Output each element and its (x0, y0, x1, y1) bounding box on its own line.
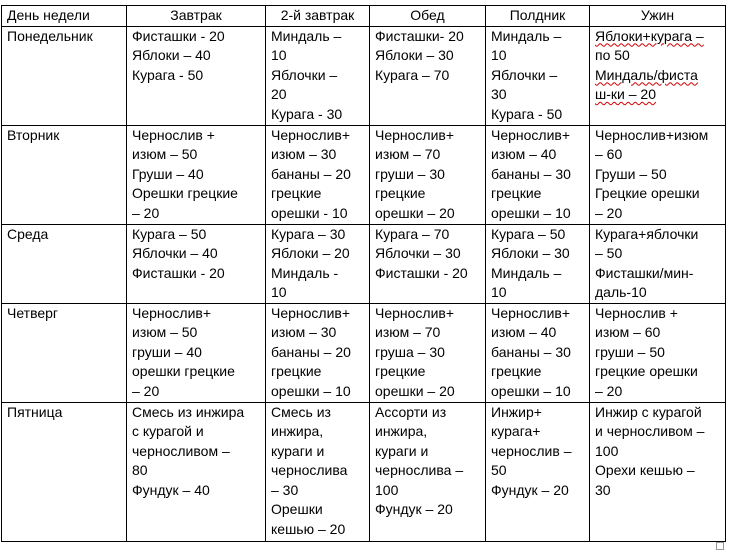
cell-line: 50 (491, 462, 507, 478)
cell-line: изюм – 70 (375, 146, 441, 162)
meal-cell-lunch (370, 402, 486, 541)
cell-line: Чернослив+ (491, 126, 571, 143)
cell-line: Фисташки- 20 (375, 27, 464, 44)
table-resize-handle[interactable] (716, 542, 724, 550)
cell-line: изюм – 40 (491, 324, 557, 340)
meal-plan-table (1, 5, 726, 542)
cell-line: изюм – 30 (271, 324, 337, 340)
cell-line: Фисташки - 20 (375, 264, 468, 281)
meal-cell-breakfast (127, 125, 266, 224)
cell-line: Курага – 70 (375, 66, 450, 83)
cell-line (595, 85, 725, 105)
meal-cell-second-breakfast (266, 402, 370, 541)
cell-line: грецкие (375, 363, 426, 379)
cell-line: орешки – 10 (491, 204, 571, 221)
meal-cell-dinner (590, 303, 726, 402)
cell-line: Смесь из инжира (132, 403, 245, 420)
cell-line: кураги и (271, 442, 325, 459)
cell-line: грецкие (491, 185, 542, 201)
meal-cell-snack (486, 303, 590, 402)
cell-line: Яблоки – 20 (271, 245, 350, 261)
cell-line: 20 (271, 86, 287, 102)
day-cell (2, 26, 127, 125)
meal-cell-snack (486, 402, 590, 541)
table-row-tuesday (2, 125, 726, 224)
cell-line: изюм – 60 (595, 324, 661, 340)
meal-cell-lunch (370, 26, 486, 125)
cell-line: грецкие (375, 185, 426, 201)
cell-line: бананы – 30 (491, 165, 571, 182)
cell-line: с курагой и (132, 423, 204, 439)
day-cell (2, 402, 127, 541)
cell-line: 10 (491, 284, 507, 300)
cell-line-spellcheck: Миндаль/фиста (595, 66, 698, 83)
cell-line: 10 (491, 47, 507, 63)
cell-line: Чернослив + (132, 126, 215, 143)
cell-line: Яблочки – 40 (132, 245, 218, 261)
cell-line-spellcheck: Яблоки+курага – (595, 27, 704, 44)
cell-line: Груши – 40 (132, 165, 204, 182)
cell-line: Чернослив+ (271, 304, 351, 321)
cell-line: Яблочки – 30 (375, 245, 461, 261)
cell-line: Курага – 70 (375, 225, 450, 242)
cell-line: Яблоки – 30 (491, 245, 570, 261)
cell-line: Миндаль - (271, 264, 339, 281)
meal-cell-snack (486, 125, 590, 224)
cell-line: изюм – 70 (375, 324, 441, 340)
cell-line: грецкие орешки (595, 363, 698, 379)
cell-line: груши – 30 (375, 165, 445, 182)
day-label: Вторник (7, 126, 60, 143)
cell-line: чернослив – (491, 442, 572, 459)
cell-line: черносливом – (132, 442, 230, 459)
meal-cell-dinner (590, 26, 726, 125)
cell-line: 100 (595, 442, 619, 459)
cell-line: бананы – 20 (271, 165, 351, 182)
cell-line: Курага – 50 (132, 225, 207, 242)
cell-line: Чернослив+ (491, 304, 571, 321)
cell-line: Грецкие орешки (595, 185, 700, 201)
cell-line: Миндаль – (271, 27, 342, 44)
cell-line: Яблоки – 40 (132, 47, 211, 63)
cell-line: курага+ (491, 423, 541, 439)
header-day: День недели (2, 6, 127, 27)
cell-line: – 30 (271, 481, 299, 498)
cell-line: орешки грецкие (132, 363, 235, 379)
cell-line: – 50 (595, 245, 623, 261)
table-row-friday (2, 402, 726, 541)
cell-line: 30 (491, 86, 507, 102)
day-cell (2, 224, 127, 303)
cell-line: изюм – 40 (491, 146, 557, 162)
meal-cell-breakfast (127, 402, 266, 541)
cell-line: даль-10 (595, 284, 647, 300)
cell-line: инжира, (375, 423, 428, 439)
cell-line: Яблочки – (491, 66, 558, 83)
cell-line: – 60 (595, 146, 623, 162)
cell-line: грецкие (271, 185, 322, 201)
cell-line: Чернослив+ (271, 126, 351, 143)
cell-line: Яблоки – 30 (375, 47, 454, 63)
cell-line: Чернослив+ (132, 304, 212, 321)
cell-line: Фундук – 20 (491, 481, 569, 498)
cell-line: орешки – 10 (271, 382, 351, 399)
meal-cell-second-breakfast (266, 26, 370, 125)
table-row-thursday (2, 303, 726, 402)
cell-line: изюм – 50 (132, 324, 198, 340)
cell-line: Инжир с курагой (595, 403, 702, 420)
cell-line: груша – 30 (375, 343, 445, 360)
cell-line: Фундук – 40 (132, 481, 210, 498)
cell-line: изюм – 30 (271, 146, 337, 162)
cell-line: Курага+яблочки (595, 225, 699, 242)
cell-line: бананы – 20 (271, 343, 351, 360)
day-cell (2, 125, 127, 224)
cell-line: Миндаль – (491, 264, 562, 281)
cell-line: Курага - 30 (271, 105, 343, 122)
cell-line: груши – 50 (595, 343, 665, 360)
cell-line: инжира, (271, 423, 324, 439)
header-breakfast: Завтрак (127, 6, 266, 27)
cell-line: Чернослив + (595, 304, 678, 321)
meal-cell-second-breakfast (266, 224, 370, 303)
cell-line: 10 (271, 284, 287, 300)
meal-cell-lunch (370, 224, 486, 303)
day-label: Четверг (7, 304, 59, 321)
meal-cell-breakfast (127, 303, 266, 402)
meal-cell-second-breakfast (266, 125, 370, 224)
cell-line: Фисташки - 20 (132, 264, 225, 281)
cell-line: груши – 40 (132, 343, 202, 360)
cell-line: – 20 (595, 382, 623, 399)
cell-line: грецкие (271, 363, 322, 379)
header-dinner: Ужин (590, 6, 726, 27)
cell-line: Чернослив+изюм (595, 126, 709, 143)
meal-cell-snack (486, 26, 590, 125)
cell-line: Фисташки - 20 (132, 27, 225, 44)
cell-line: Фисташки/мин- (595, 264, 694, 281)
cell-line: – 20 (595, 204, 623, 221)
cell-line: – 20 (132, 382, 160, 399)
cell-line: Ассорти из (375, 403, 447, 420)
cell-line: 30 (595, 481, 611, 498)
header-row (2, 6, 726, 27)
cell-line: орешки - 10 (271, 204, 348, 221)
meal-cell-second-breakfast (266, 303, 370, 402)
cell-line: орешки – 10 (491, 382, 571, 399)
cell-line: 80 (132, 462, 148, 478)
cell-line: 10 (271, 47, 287, 63)
header-lunch: Обед (370, 6, 486, 27)
cell-line: грецкие (491, 363, 542, 379)
meal-cell-dinner (590, 224, 726, 303)
cell-line: кураги и (375, 442, 429, 459)
cell-line: Курага – 50 (491, 225, 566, 242)
cell-line: Орешки (271, 501, 323, 517)
spellcheck-word: ш-ки – 20 (595, 86, 656, 102)
cell-line: Миндаль – (491, 27, 562, 44)
meal-cell-snack (486, 224, 590, 303)
meal-cell-dinner (590, 125, 726, 224)
cell-line: чернослива (271, 462, 348, 478)
cell-line: Груши – 50 (595, 165, 667, 182)
cell-line: Орехи кешью – (595, 462, 695, 478)
cell-line: чернослива – (375, 462, 464, 478)
cell-line: по 50 (595, 47, 630, 63)
meal-cell-lunch (370, 125, 486, 224)
meal-cell-lunch (370, 303, 486, 402)
cell-line: Фундук – 20 (375, 501, 453, 517)
meal-cell-breakfast (127, 26, 266, 125)
day-label: Понедельник (7, 27, 93, 44)
cell-line: Курага - 50 (132, 66, 204, 83)
cell-line: кешью – 20 (271, 520, 346, 537)
meal-cell-breakfast (127, 224, 266, 303)
meal-cell-dinner (590, 402, 726, 541)
cell-line: – 20 (132, 204, 160, 221)
day-cell (2, 303, 127, 402)
cell-line: Курага – 30 (271, 225, 346, 242)
cell-line: и черносливом – (595, 423, 705, 439)
day-label: Среда (7, 225, 49, 242)
cell-line: Курага - 50 (491, 105, 563, 122)
cell-line: Чернослив+ (375, 126, 455, 143)
cell-line: 100 (375, 481, 399, 498)
header-snack: Полдник (486, 6, 590, 27)
cell-line: орешки – 20 (375, 382, 455, 399)
cell-line: Чернослив+ (375, 304, 455, 321)
day-label: Пятница (7, 403, 63, 420)
cell-line: бананы – 30 (491, 343, 571, 360)
cell-line: Яблочки – (271, 66, 338, 83)
header-second-breakfast: 2-й завтрак (266, 6, 370, 27)
cell-line: Инжир+ (491, 403, 542, 420)
cell-line: орешки – 20 (375, 204, 455, 221)
cell-line: Орешки грецкие (132, 185, 238, 201)
table-row-monday (2, 26, 726, 125)
cell-line: изюм – 50 (132, 146, 198, 162)
cell-line: Смесь из (271, 403, 331, 420)
table-row-wednesday (2, 224, 726, 303)
